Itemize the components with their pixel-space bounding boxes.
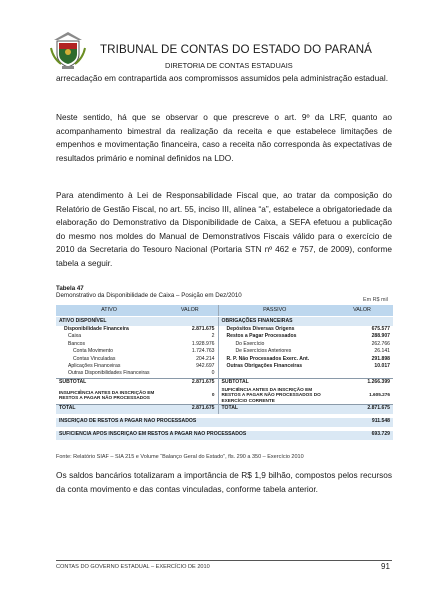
table-unit: Em R$ mil	[363, 297, 388, 303]
subtotal-value: 1.266.399	[331, 378, 393, 387]
insufficiency-value: 0	[211, 392, 215, 398]
row-value: 26.141	[374, 348, 390, 355]
row-value: 288.907	[371, 333, 390, 340]
header-valor: VALOR	[162, 305, 218, 317]
sufficiency-after-row	[56, 431, 393, 440]
row-value: 2.871.675	[191, 326, 215, 333]
subtotal-label: SUBTOTAL	[56, 378, 162, 387]
subtotal-label: SUBTOTAL	[218, 378, 331, 387]
table-header-row	[56, 305, 393, 317]
row-value: 1.724.763	[191, 348, 215, 355]
subtotal-value: 2.871.675	[162, 378, 218, 387]
header-ativo: ATIVO	[56, 305, 162, 317]
row-label: R. P. Não Processados Exerc. Ant.	[218, 356, 331, 363]
insufficiency-label: INSUFICIÊNCIA ANTES DA INSCRIÇÃO EM RESTOS A PAGAR NÃO PROCESSADOS	[59, 389, 155, 401]
paragraph-1: arrecadação em contrapartida aos compromissos assumidos pela administração estadual.	[56, 73, 389, 83]
row-label: Disponibilidade Financeira	[64, 326, 129, 333]
row-label: Outras Disponibilidades Financeiras	[68, 370, 150, 377]
row-label: Restos a Pagar Processados	[218, 333, 331, 340]
row-label: Aplicações Financeiras	[68, 363, 121, 370]
institution-subtitle: DIRETORIA DE CONTAS ESTADUAIS	[165, 61, 293, 70]
footer-divider	[56, 560, 392, 561]
row-label: Contas Vinculadas	[73, 355, 116, 362]
row-label: Do Exercício	[218, 341, 331, 348]
row-label: Conta Movimento	[73, 348, 113, 355]
subtotal-row	[56, 378, 393, 387]
band-right: OBRIGAÇÕES FINANCEIRAS	[218, 317, 393, 327]
table-row	[56, 363, 393, 370]
total-value: 2.871.675	[162, 404, 218, 414]
footer-text: CONTAS DO GOVERNO ESTADUAL – EXERCÍCIO DE 2010	[56, 564, 210, 570]
total-label: TOTAL	[56, 404, 162, 414]
table-row	[56, 348, 393, 355]
row-value	[331, 370, 393, 378]
table-row	[56, 333, 393, 340]
coat-of-arms-logo	[48, 28, 88, 70]
page-number: 91	[381, 562, 390, 571]
table-source: Fonte: Relatório SIAF – SIA 215 e Volume “Balanço Geral do Estado”, fls. 290 a 350 – Exercício 2010	[56, 454, 304, 460]
row-value: 204.214	[196, 355, 215, 362]
total-value: 2.871.675	[331, 404, 393, 414]
row-value: 262.766	[371, 340, 390, 347]
sufficiency-value: 1.605.276	[369, 392, 390, 398]
header-valor-2: VALOR	[331, 305, 393, 317]
inscription-value: 911.548	[331, 418, 393, 427]
paragraph-4: Os saldos bancários totalizaram a importância de R$ 1,9 bilhão, compostos pelos recursos da conta movimento e das contas vinculadas, conforme tabela anterior.	[56, 470, 392, 494]
table-band-row	[56, 317, 393, 327]
table-caption: Demonstrativo da Disponibilidade de Caixa – Posição em Dez/2010	[56, 292, 242, 299]
inscription-row	[56, 418, 393, 427]
table-row	[56, 326, 393, 333]
row-label: Outras Obrigações Financeiras	[218, 363, 331, 370]
row-value: 942.697	[196, 363, 215, 370]
row-label: Depósitos Diversas Origens	[218, 326, 331, 333]
row-value: 1.928.976	[191, 340, 215, 347]
cash-availability-table	[56, 305, 393, 440]
row-value: 2	[211, 333, 215, 340]
sufficiency-after-value: 693.729	[331, 431, 393, 440]
table-row	[56, 356, 393, 363]
institution-title: TRIBUNAL DE CONTAS DO ESTADO DO PARANÁ	[100, 43, 372, 56]
row-label: Bancos	[68, 340, 85, 347]
sufficiency-row	[56, 387, 393, 404]
row-value: 0	[211, 370, 215, 377]
row-label: De Exercícios Anteriores	[218, 348, 331, 355]
header-passivo: PASSIVO	[218, 305, 331, 317]
inscription-label: INSCRIÇÃO DE RESTOS A PAGAR NÃO PROCESSADOS	[56, 418, 331, 427]
table-number: Tabela 47	[56, 285, 84, 292]
row-label: Caixa	[68, 333, 82, 340]
band-left: ATIVO DISPONÍVEL	[56, 317, 218, 327]
total-label: TOTAL	[218, 404, 331, 414]
row-value: 10.017	[374, 363, 390, 370]
table-row	[56, 341, 393, 348]
table-row	[56, 370, 393, 378]
row-label	[218, 370, 331, 378]
paragraph-3: Para atendimento à Lei de Responsabilidade Fiscal que, ao tratar da composição do Relatório de Gestão Fiscal, no art. 55, inciso III, alínea “a”, estabelece a obrigatoriedade da elaboração do Demonstrativo da Disponibilidade de Caixa, a SEFA efetuou a publicação do mesmo nos moldes do Manual de Demonstrativos Fiscais válido para o exercício de 2010 da Secretaria do Tesouro Nacional (Portaria STN nº 462 e 757, de 2009), conforme tabela a seguir.	[56, 190, 392, 268]
row-value: 291.898	[371, 355, 390, 362]
row-value: 675.577	[371, 326, 390, 333]
paragraph-2: Neste sentido, há que se observar o que prescreve o art. 9º da LRF, quanto ao acompanhamento bimestral da realização da receita e que estabelece limitações de empenhos e movimentação financeira, caso a receita não corresponda às expectativas de resultados primário e nominal definidos na LDO.	[56, 112, 392, 163]
sufficiency-label: SUFICIÊNCIA ANTES DA INSCRIÇÃO EM RESTOS A PAGAR NÃO PROCESSADOS DO EXERCÍCIO CORRENTE	[218, 387, 331, 404]
sufficiency-after-label: SUFICIÊNCIA APÓS INSCRIÇÃO EM RESTOS A PAGAR NÃO PROCESSADOS	[56, 431, 331, 440]
total-row	[56, 404, 393, 414]
